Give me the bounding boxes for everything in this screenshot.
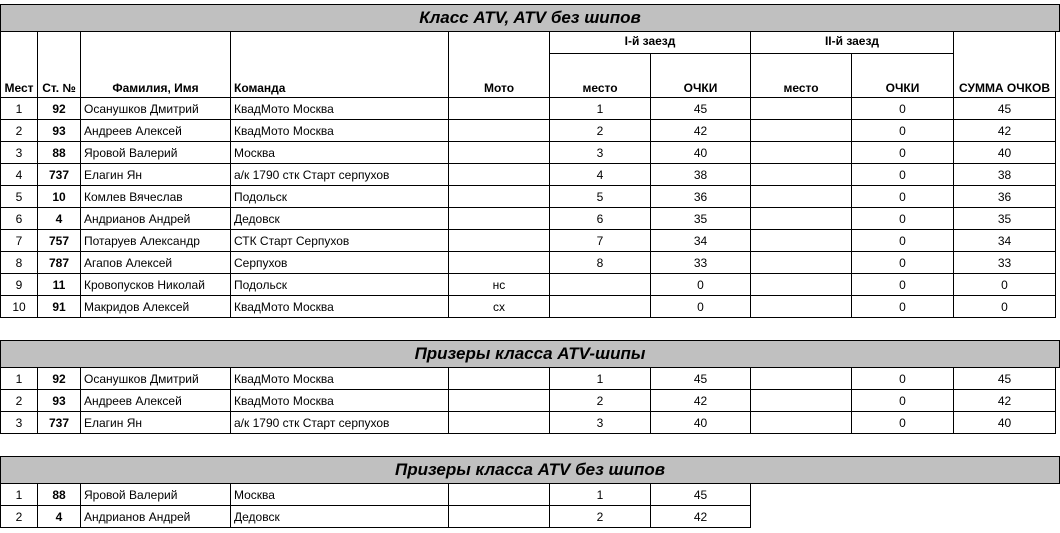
header-name: Фамилия, Имя: [81, 32, 231, 98]
header-heat2-place: место: [751, 54, 852, 98]
cell-place[interactable]: 4: [0, 164, 38, 186]
cell-heat1-place[interactable]: 2: [550, 506, 651, 528]
cell-place[interactable]: 6: [0, 208, 38, 230]
cell-heat1-points[interactable]: 0: [651, 296, 751, 318]
cell-heat2-points[interactable]: 0: [852, 186, 954, 208]
cell-heat1-place[interactable]: 8: [550, 252, 651, 274]
cell-heat2-points[interactable]: 0: [852, 390, 954, 412]
cell-place[interactable]: 10: [0, 296, 38, 318]
cell-heat2-points[interactable]: 0: [852, 164, 954, 186]
cell-start-no[interactable]: 93: [38, 390, 81, 412]
cell-team[interactable]: Подольск: [231, 186, 449, 208]
cell-name[interactable]: Осанушков Дмитрий: [81, 98, 231, 120]
cell-total[interactable]: 38: [954, 164, 1056, 186]
cell-team[interactable]: Москва: [231, 142, 449, 164]
cell-moto[interactable]: [449, 164, 550, 186]
cell-place[interactable]: 2: [0, 506, 38, 528]
cell-name[interactable]: Елагин Ян: [81, 164, 231, 186]
cell-heat1-points[interactable]: 42: [651, 390, 751, 412]
cell-total[interactable]: 33: [954, 252, 1056, 274]
cell-heat1-place[interactable]: 2: [550, 390, 651, 412]
cell-heat2-points[interactable]: 0: [852, 98, 954, 120]
cell-heat2-place[interactable]: [751, 142, 852, 164]
cell-total[interactable]: 40: [954, 412, 1056, 434]
cell-heat1-points[interactable]: 33: [651, 252, 751, 274]
cell-heat1-points[interactable]: 0: [651, 274, 751, 296]
cell-heat1-points[interactable]: 45: [651, 98, 751, 120]
cell-name[interactable]: Яровой Валерий: [81, 142, 231, 164]
cell-name[interactable]: Потаруев Александр: [81, 230, 231, 252]
cell-place[interactable]: 2: [0, 390, 38, 412]
section-title-main: Класс ATV, ATV без шипов: [0, 4, 1060, 32]
section-title-prizes-studded: Призеры класса ATV-шипы: [0, 340, 1060, 368]
header-heat1-points: ОЧКИ: [651, 54, 751, 98]
cell-heat1-place[interactable]: 2: [550, 120, 651, 142]
cell-heat1-place[interactable]: 1: [550, 484, 651, 506]
cell-heat1-place[interactable]: [550, 296, 651, 318]
cell-start-no[interactable]: 88: [38, 142, 81, 164]
cell-heat1-points[interactable]: 45: [651, 484, 751, 506]
cell-heat2-place[interactable]: [751, 186, 852, 208]
cell-team[interactable]: Подольск: [231, 274, 449, 296]
cell-name[interactable]: Андреев Алексей: [81, 390, 231, 412]
cell-moto[interactable]: [449, 230, 550, 252]
cell-heat1-place[interactable]: 3: [550, 412, 651, 434]
cell-heat1-place[interactable]: 3: [550, 142, 651, 164]
cell-start-no[interactable]: 93: [38, 120, 81, 142]
cell-start-no[interactable]: 88: [38, 484, 81, 506]
cell-start-no[interactable]: 11: [38, 274, 81, 296]
cell-heat1-place[interactable]: 1: [550, 368, 651, 390]
cell-total[interactable]: 34: [954, 230, 1056, 252]
cell-team[interactable]: КвадМото Москва: [231, 390, 449, 412]
cell-name[interactable]: Елагин Ян: [81, 412, 231, 434]
cell-name[interactable]: Андрианов Андрей: [81, 506, 231, 528]
cell-moto[interactable]: [449, 142, 550, 164]
cell-total[interactable]: 45: [954, 98, 1056, 120]
cell-place[interactable]: 9: [0, 274, 38, 296]
cell-heat2-points[interactable]: 0: [852, 208, 954, 230]
cell-moto[interactable]: [449, 252, 550, 274]
cell-heat2-place[interactable]: [751, 230, 852, 252]
cell-heat1-points[interactable]: 40: [651, 142, 751, 164]
cell-name[interactable]: Андрианов Андрей: [81, 208, 231, 230]
cell-team[interactable]: Дедовск: [231, 506, 449, 528]
cell-moto[interactable]: [449, 120, 550, 142]
cell-place[interactable]: 7: [0, 230, 38, 252]
header-moto: Мото: [449, 32, 550, 98]
cell-heat1-points[interactable]: 45: [651, 368, 751, 390]
cell-heat1-points[interactable]: 40: [651, 412, 751, 434]
cell-start-no[interactable]: 737: [38, 412, 81, 434]
cell-heat2-place[interactable]: [751, 412, 852, 434]
cell-heat2-place[interactable]: [751, 274, 852, 296]
cell-heat1-place[interactable]: 5: [550, 186, 651, 208]
cell-heat2-points[interactable]: 0: [852, 296, 954, 318]
cell-team[interactable]: Москва: [231, 484, 449, 506]
cell-heat2-place[interactable]: [751, 208, 852, 230]
cell-place[interactable]: 3: [0, 142, 38, 164]
cell-total[interactable]: 40: [954, 142, 1056, 164]
cell-name[interactable]: Кровопусков Николай: [81, 274, 231, 296]
cell-start-no[interactable]: 92: [38, 368, 81, 390]
cell-name[interactable]: Андреев Алексей: [81, 120, 231, 142]
cell-team[interactable]: СТК Старт Серпухов: [231, 230, 449, 252]
cell-moto[interactable]: [449, 412, 550, 434]
header-heat1: I-й заезд: [550, 32, 751, 54]
cell-heat1-points[interactable]: 42: [651, 506, 751, 528]
cell-heat2-points[interactable]: 0: [852, 252, 954, 274]
cell-start-no[interactable]: 737: [38, 164, 81, 186]
cell-heat2-points[interactable]: 0: [852, 230, 954, 252]
cell-heat2-place[interactable]: [751, 296, 852, 318]
cell-start-no[interactable]: 10: [38, 186, 81, 208]
cell-heat2-points[interactable]: 0: [852, 412, 954, 434]
cell-heat1-points[interactable]: 34: [651, 230, 751, 252]
cell-team[interactable]: КвадМото Москва: [231, 98, 449, 120]
header-place: Мест: [0, 32, 38, 98]
cell-total[interactable]: 42: [954, 390, 1056, 412]
cell-heat2-place[interactable]: [751, 98, 852, 120]
cell-moto[interactable]: [449, 506, 550, 528]
header-heat1-place: место: [550, 54, 651, 98]
cell-total[interactable]: 0: [954, 274, 1056, 296]
cell-total[interactable]: 42: [954, 120, 1056, 142]
cell-heat1-place[interactable]: 1: [550, 98, 651, 120]
cell-place[interactable]: 1: [0, 98, 38, 120]
cell-heat1-place[interactable]: [550, 274, 651, 296]
cell-heat1-points[interactable]: 36: [651, 186, 751, 208]
cell-place[interactable]: 5: [0, 186, 38, 208]
cell-moto[interactable]: [449, 368, 550, 390]
cell-total[interactable]: 35: [954, 208, 1056, 230]
cell-total[interactable]: 0: [954, 296, 1056, 318]
header-start-no: Ст. №: [38, 32, 81, 98]
cell-heat2-place[interactable]: [751, 390, 852, 412]
cell-moto[interactable]: нс: [449, 274, 550, 296]
cell-name[interactable]: Агапов Алексей: [81, 252, 231, 274]
cell-place[interactable]: 1: [0, 484, 38, 506]
cell-team[interactable]: КвадМото Москва: [231, 120, 449, 142]
cell-heat2-place[interactable]: [751, 368, 852, 390]
cell-place[interactable]: 2: [0, 120, 38, 142]
cell-heat2-place[interactable]: [751, 164, 852, 186]
cell-heat1-place[interactable]: 6: [550, 208, 651, 230]
section-title-prizes-no-studs: Призеры класса ATV без шипов: [0, 456, 1060, 484]
cell-team[interactable]: Серпухов: [231, 252, 449, 274]
cell-heat1-points[interactable]: 42: [651, 120, 751, 142]
cell-moto[interactable]: [449, 484, 550, 506]
cell-heat1-points[interactable]: 38: [651, 164, 751, 186]
cell-heat1-place[interactable]: 4: [550, 164, 651, 186]
cell-heat2-points[interactable]: 0: [852, 368, 954, 390]
cell-heat2-place[interactable]: [751, 252, 852, 274]
cell-moto[interactable]: [449, 186, 550, 208]
cell-moto[interactable]: [449, 208, 550, 230]
cell-name[interactable]: Яровой Валерий: [81, 484, 231, 506]
cell-start-no[interactable]: 4: [38, 208, 81, 230]
cell-moto[interactable]: сх: [449, 296, 550, 318]
cell-moto[interactable]: [449, 390, 550, 412]
header-heat2-points: ОЧКИ: [852, 54, 954, 98]
cell-place[interactable]: 1: [0, 368, 38, 390]
cell-heat2-points[interactable]: 0: [852, 274, 954, 296]
header-team: Команда: [231, 32, 449, 98]
cell-heat2-points[interactable]: 0: [852, 120, 954, 142]
cell-team[interactable]: а/к 1790 стк Старт серпухов: [231, 164, 449, 186]
cell-start-no[interactable]: 787: [38, 252, 81, 274]
cell-team[interactable]: Дедовск: [231, 208, 449, 230]
cell-start-no[interactable]: 4: [38, 506, 81, 528]
cell-team[interactable]: КвадМото Москва: [231, 368, 449, 390]
cell-heat2-points[interactable]: 0: [852, 142, 954, 164]
cell-start-no[interactable]: 91: [38, 296, 81, 318]
cell-total[interactable]: 45: [954, 368, 1056, 390]
cell-place[interactable]: 8: [0, 252, 38, 274]
cell-start-no[interactable]: 757: [38, 230, 81, 252]
cell-moto[interactable]: [449, 98, 550, 120]
cell-team[interactable]: КвадМото Москва: [231, 296, 449, 318]
cell-name[interactable]: Осанушков Дмитрий: [81, 368, 231, 390]
cell-heat1-place[interactable]: 7: [550, 230, 651, 252]
cell-heat1-points[interactable]: 35: [651, 208, 751, 230]
cell-name[interactable]: Макридов Алексей: [81, 296, 231, 318]
header-total: СУММА ОЧКОВ: [954, 32, 1056, 98]
cell-total[interactable]: 36: [954, 186, 1056, 208]
cell-team[interactable]: а/к 1790 стк Старт серпухов: [231, 412, 449, 434]
cell-place[interactable]: 3: [0, 412, 38, 434]
cell-start-no[interactable]: 92: [38, 98, 81, 120]
header-heat2: II-й заезд: [751, 32, 954, 54]
cell-name[interactable]: Комлев Вячеслав: [81, 186, 231, 208]
cell-heat2-place[interactable]: [751, 120, 852, 142]
